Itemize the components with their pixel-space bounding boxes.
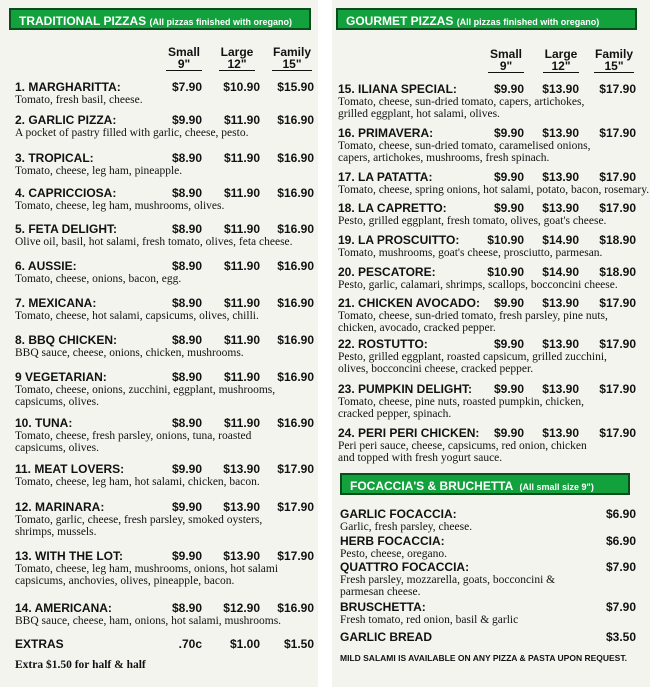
- item-price: $11.90: [223, 333, 260, 347]
- item-price: $9.90: [493, 426, 524, 440]
- item-price: $17.90: [277, 462, 314, 476]
- item-description: Tomato, garlic, cheese, fresh parsley, smoked oysters,: [15, 514, 263, 526]
- size-small-header: [488, 48, 524, 73]
- item-name: 18. LA CAPRETTO:: [338, 201, 447, 215]
- item-name: 11. MEAT LOVERS:: [15, 462, 125, 476]
- item-name: 24. PERI PERI CHICKEN:: [338, 426, 480, 440]
- item-description: Olive oil, basil, hot salami, fresh tomato, olives, feta cheese.: [15, 236, 293, 248]
- item-price: $9.90: [171, 462, 202, 476]
- salami-note: MILD SALAMI IS AVAILABLE ON ANY PIZZA & PASTA UPON REQUEST.: [340, 653, 627, 663]
- item-description: Tomato, cheese, onions, zucchini, eggplant, mushrooms,: [15, 384, 276, 396]
- item-price: $16.90: [277, 416, 314, 430]
- item-description: Tomato, cheese, sun-dried tomato, caramelised onions,: [338, 140, 591, 152]
- item-price: $8.90: [171, 333, 202, 347]
- item-description: olives, bocconcini cheese, cracked pepper.: [338, 363, 534, 375]
- item-price: $16.90: [277, 151, 314, 165]
- item-description: A pocket of pastry filled with garlic, cheese, pesto.: [15, 127, 249, 139]
- item-price: $17.90: [599, 201, 636, 215]
- item-price: $13.90: [223, 500, 260, 514]
- item-price: $10.90: [487, 233, 524, 247]
- item-price: $17.90: [599, 170, 636, 184]
- item-name: 22. ROSTUTTO:: [338, 337, 428, 351]
- item-price: $10.90: [223, 80, 260, 94]
- size-label: Large: [544, 47, 578, 61]
- item-name: 14. AMERICANA:: [15, 601, 112, 615]
- item-description: Tomato, cheese, fresh parsley, onions, tuna, roasted: [15, 430, 252, 442]
- item-description: Tomato, cheese, leg ham, hot salami, chicken, bacon.: [15, 476, 260, 488]
- item-description: BBQ sauce, cheese, onions, chicken, mushrooms.: [15, 347, 244, 359]
- traditional-title: TRADITIONAL PIZZAS: [19, 14, 147, 28]
- item-price: $10.90: [487, 265, 524, 279]
- item-name: 9 VEGETARIAN:: [15, 370, 107, 384]
- focaccia-title: FOCACCIA'S & BRUCHETTA: [350, 479, 513, 493]
- item-description: Pesto, grilled eggplant, roasted capsicum, grilled zucchini,: [338, 351, 607, 363]
- size-dim: 9": [488, 60, 524, 73]
- item-price: $14.90: [542, 265, 579, 279]
- item-price: $3.50: [605, 630, 636, 644]
- size-dim: 12": [543, 60, 579, 73]
- item-price: $13.90: [542, 337, 579, 351]
- focaccia-banner: [340, 473, 630, 495]
- item-price: $11.90: [223, 416, 260, 430]
- item-price: $17.90: [599, 296, 636, 310]
- item-price: $8.90: [171, 296, 202, 310]
- item-name: QUATTRO FOCACCIA:: [340, 560, 470, 574]
- item-description: BBQ sauce, cheese, ham, onions, hot salami, mushrooms.: [15, 615, 282, 627]
- item-price: $17.90: [277, 500, 314, 514]
- size-label: Small: [167, 45, 200, 59]
- item-description: Tomato, cheese, sun-dried tomato, fresh parsley, pine nuts,: [338, 310, 608, 322]
- item-price: $12.90: [223, 601, 260, 615]
- item-description: grilled eggplant, hot salami, olives.: [338, 108, 500, 120]
- item-price: $16.90: [277, 601, 314, 615]
- item-price: $6.90: [605, 507, 636, 521]
- item-price: $7.90: [605, 560, 636, 574]
- size-label: Small: [489, 47, 522, 61]
- item-name: 20. PESCATORE:: [338, 265, 436, 279]
- item-price: $9.90: [493, 126, 524, 140]
- item-price: $16.90: [277, 113, 314, 127]
- traditional-banner: [9, 8, 311, 30]
- item-price: $11.90: [223, 296, 260, 310]
- item-description: Garlic, fresh parsley, cheese.: [340, 521, 473, 533]
- item-price: $17.90: [599, 426, 636, 440]
- item-price: $15.90: [277, 80, 314, 94]
- item-name: 6. AUSSIE:: [15, 259, 77, 273]
- item-price: $9.90: [493, 170, 524, 184]
- item-price: $13.90: [542, 382, 579, 396]
- extras-label: EXTRAS: [15, 637, 64, 651]
- size-label: Large: [220, 45, 254, 59]
- item-name: 7. MEXICANA:: [15, 296, 97, 310]
- item-price: $17.90: [599, 82, 636, 96]
- item-description: Peri peri sauce, cheese, capsicums, red onion, chicken: [338, 440, 587, 452]
- item-name: BRUSCHETTA:: [340, 600, 426, 614]
- item-price: $13.90: [542, 201, 579, 215]
- item-price: $8.90: [171, 601, 202, 615]
- item-price: $17.90: [599, 337, 636, 351]
- item-price: $11.90: [223, 151, 260, 165]
- item-price: $7.90: [171, 80, 202, 94]
- item-description: Tomato, cheese, onions, bacon, egg.: [15, 273, 182, 285]
- extras-price-small: .70c: [178, 637, 202, 651]
- item-name: 19. LA PROSCUITTO:: [338, 233, 460, 247]
- item-price: $8.90: [171, 416, 202, 430]
- size-large-header: [219, 46, 255, 71]
- item-name: HERB FOCACCIA:: [340, 534, 445, 548]
- item-price: $18.90: [599, 233, 636, 247]
- item-price: $9.90: [171, 500, 202, 514]
- item-description: Pesto, garlic, calamari, shrimps, scallops, bocconcini cheese.: [338, 279, 618, 291]
- item-name: 8. BBQ CHICKEN:: [15, 333, 118, 347]
- item-name: 16. PRIMAVERA:: [338, 126, 434, 140]
- item-description: capsicums, olives.: [15, 442, 99, 454]
- item-description: Tomato, fresh basil, cheese.: [15, 94, 143, 106]
- item-price: $8.90: [171, 222, 202, 236]
- item-price: $11.90: [223, 370, 260, 384]
- item-price: $6.90: [605, 534, 636, 548]
- size-large-header: [543, 48, 579, 73]
- item-name: 5. FETA DELIGHT:: [15, 222, 117, 236]
- center-fold: [318, 0, 332, 687]
- item-description: cracked pepper, spinach.: [338, 408, 452, 420]
- item-price: $16.90: [277, 370, 314, 384]
- gourmet-subtitle: (All pizzas finished with oregano): [456, 17, 600, 27]
- item-price: $11.90: [223, 259, 260, 273]
- item-price: $11.90: [223, 113, 260, 127]
- item-description: Tomato, mushrooms, goat's cheese, prosciutto, parmesan.: [338, 247, 603, 259]
- size-label: Family: [594, 47, 633, 61]
- item-name: GARLIC FOCACCIA:: [340, 507, 457, 521]
- item-price: $8.90: [171, 186, 202, 200]
- item-price: $8.90: [171, 151, 202, 165]
- item-price: $14.90: [542, 233, 579, 247]
- item-price: $9.90: [493, 382, 524, 396]
- traditional-subtitle: (All pizzas finished with oregano): [149, 17, 292, 27]
- item-description: Pesto, cheese, oregano.: [340, 548, 447, 560]
- item-price: $16.90: [277, 222, 314, 236]
- item-price: $16.90: [277, 186, 314, 200]
- item-price: $13.90: [223, 549, 260, 563]
- item-price: $11.90: [223, 186, 260, 200]
- gourmet-banner: [336, 8, 637, 30]
- half-half-note: Extra $1.50 for half & half: [15, 659, 146, 671]
- item-description: chicken, avocado, cracked pepper.: [338, 322, 496, 334]
- item-name: 2. GARLIC PIZZA:: [15, 113, 117, 127]
- item-name: 17. LA PATATTA:: [338, 170, 433, 184]
- item-price: $9.90: [493, 337, 524, 351]
- item-name: 10. TUNA:: [15, 416, 73, 430]
- size-dim: 15": [272, 58, 312, 71]
- item-price: $13.90: [542, 296, 579, 310]
- item-name: 1. MARGHARITTA:: [15, 80, 121, 94]
- item-description: Tomato, cheese, hot salami, capsicums, olives, chilli.: [15, 310, 259, 322]
- item-description: Tomato, cheese, leg ham, mushrooms, olives.: [15, 200, 225, 212]
- item-description: Tomato, cheese, sun-dried tomato, capers, artichokes,: [338, 96, 585, 108]
- item-description: Fresh parsley, mozzarella, goats, bocconcini &: [340, 574, 556, 586]
- item-price: $8.90: [171, 370, 202, 384]
- item-name: 12. MARINARA:: [15, 500, 105, 514]
- item-description: shrimps, mussels.: [15, 526, 97, 538]
- item-price: $16.90: [277, 259, 314, 273]
- item-price: $16.90: [277, 296, 314, 310]
- item-price: $17.90: [599, 126, 636, 140]
- item-price: $9.90: [493, 201, 524, 215]
- item-description: capsicums, olives.: [15, 396, 99, 408]
- extras-price-family: $1.50: [283, 637, 314, 651]
- size-family-header: [594, 48, 634, 73]
- item-name: 13. WITH THE LOT:: [15, 549, 123, 563]
- item-price: $17.90: [599, 382, 636, 396]
- item-price: $13.90: [223, 462, 260, 476]
- gourmet-title: GOURMET PIZZAS: [346, 14, 454, 28]
- item-description: and topped with fresh yogurt sauce.: [338, 452, 503, 464]
- item-price: $13.90: [542, 82, 579, 96]
- item-description: Tomato, cheese, spring onions, hot salami, potato, bacon, rosemary.: [338, 184, 650, 196]
- item-price: $11.90: [223, 222, 260, 236]
- item-price: $13.90: [542, 170, 579, 184]
- item-price: $17.90: [277, 549, 314, 563]
- item-name: 23. PUMPKIN DELIGHT:: [338, 382, 473, 396]
- item-description: Tomato, cheese, leg ham, mushrooms, onions, hot salami: [15, 563, 279, 575]
- item-price: $18.90: [599, 265, 636, 279]
- item-price: $13.90: [542, 426, 579, 440]
- size-label: Family: [272, 45, 311, 59]
- extras-price-large: $1.00: [229, 637, 260, 651]
- item-description: Pesto, grilled eggplant, fresh tomato, olives, goat's cheese.: [338, 215, 607, 227]
- item-name: 15. ILIANA SPECIAL:: [338, 82, 457, 96]
- focaccia-subtitle: (All small size 9"): [519, 482, 594, 492]
- item-name: 3. TROPICAL:: [15, 151, 94, 165]
- size-dim: 9": [166, 58, 202, 71]
- item-description: Tomato, cheese, pine nuts, roasted pumpkin, chicken,: [338, 396, 585, 408]
- size-dim: 12": [219, 58, 255, 71]
- item-price: $16.90: [277, 333, 314, 347]
- item-price: $7.90: [605, 600, 636, 614]
- item-description: capsicums, anchovies, olives, pineapple, bacon.: [15, 575, 235, 587]
- item-price: $9.90: [171, 113, 202, 127]
- item-name: 21. CHICKEN AVOCADO:: [338, 296, 481, 310]
- item-price: $8.90: [171, 259, 202, 273]
- item-name: 4. CAPRICCIOSA:: [15, 186, 117, 200]
- item-description: Tomato, cheese, leg ham, pineapple.: [15, 165, 183, 177]
- size-family-header: [272, 46, 312, 71]
- size-small-header: [166, 46, 202, 71]
- item-description: parmesan cheese.: [340, 586, 421, 598]
- item-description: Fresh tomato, red onion, basil & garlic: [340, 614, 519, 626]
- item-description: capers, artichokes, mushrooms, fresh spinach.: [338, 152, 550, 164]
- item-price: $9.90: [493, 296, 524, 310]
- item-price: $9.90: [493, 82, 524, 96]
- size-dim: 15": [594, 60, 634, 73]
- item-name: GARLIC BREAD: [340, 630, 432, 644]
- item-price: $9.90: [171, 549, 202, 563]
- item-price: $13.90: [542, 126, 579, 140]
